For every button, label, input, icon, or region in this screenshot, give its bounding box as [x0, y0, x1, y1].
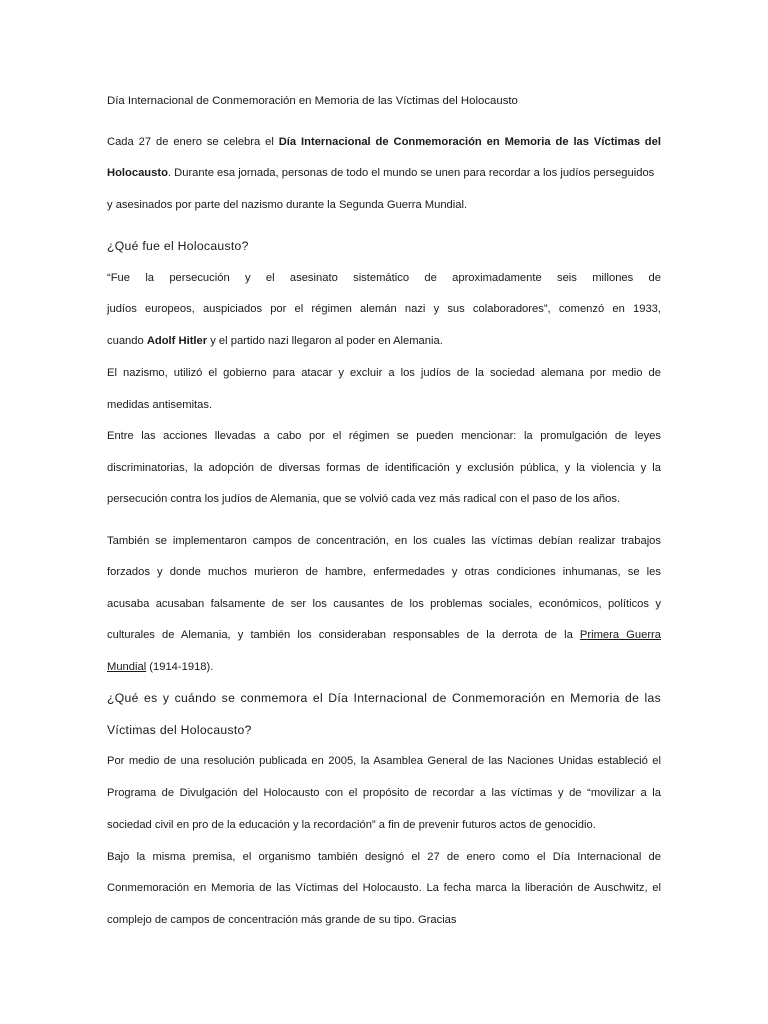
paragraph-campos-line-4: culturales de Alemania, y también los consideraban responsables de la derrota de la Primera Guerra	[107, 629, 662, 641]
paragraph-premisa-line-3: complejo de campos de concentración más grande de su tipo. Gracias	[107, 914, 457, 926]
section-heading-que-es-line-2: Víctimas del Holocausto?	[107, 723, 252, 737]
document-title: Día Internacional de Conmemoración en Memoria de las Víctimas del Holocausto	[107, 95, 518, 107]
paragraph-resolucion-line-3: sociedad civil en pro de la educación y la recordación” a fin de prevenir futuros actos de genocidio.	[107, 819, 596, 831]
paragraph-campos-line-5: Mundial (1914-1918).	[107, 661, 214, 673]
paragraph-campos-line-2: forzados y donde muchos murieron de hambre, enfermedades y otras condiciones inhumanas, se les	[107, 566, 661, 578]
paragraph-acciones-line-2: discriminatorias, la adopción de diversas formas de identificación y exclusión pública, y la violencia y la	[107, 462, 661, 474]
paragraph-premisa-line-1: Bajo la misma premisa, el organismo también designó el 27 de enero como el Día Internacional de	[107, 851, 661, 863]
paragraph-quote-line-1: “Fue la persecución y el asesinato sistemático de aproximadamente seis millones de	[107, 272, 661, 284]
section-heading-que-fue: ¿Qué fue el Holocausto?	[107, 239, 249, 253]
paragraph-campos-line-1: También se implementaron campos de concentración, en los cuales las víctimas debían realizar trabajos	[107, 535, 661, 547]
paragraph-quote-line-2: judíos europeos, auspiciados por el régimen alemán nazi y sus colaboradores”, comenzó en 1933,	[107, 303, 661, 315]
paragraph-nazismo-line-1: El nazismo, utilizó el gobierno para atacar y excluir a los judíos de la sociedad alemana por medio de	[107, 367, 661, 379]
paragraph-intro-line-1: Cada 27 de enero se celebra el Día Internacional de Conmemoración en Memoria de las Víctimas del	[107, 136, 661, 148]
paragraph-premisa-line-2: Conmemoración en Memoria de las Víctimas del Holocausto. La fecha marca la liberación de Auschwitz, el	[107, 882, 661, 894]
document-page	[107, 0, 661, 1024]
link-primera-guerra-mundial[interactable]: Primera Guerra	[579, 629, 662, 641]
paragraph-quote-line-3: cuando Adolf Hitler y el partido nazi llegaron al poder en Alemania.	[107, 335, 443, 347]
paragraph-intro-line-3: y asesinados por parte del nazismo durante la Segunda Guerra Mundial.	[107, 199, 468, 211]
paragraph-acciones-line-1: Entre las acciones llevadas a cabo por el régimen se pueden mencionar: la promulgación de leyes	[107, 430, 661, 442]
section-heading-que-es-line-1: ¿Qué es y cuándo se conmemora el Día Internacional de Conmemoración en Memoria de las	[107, 691, 661, 705]
paragraph-acciones-line-3: persecución contra los judíos de Alemania, que se volvió cada vez más radical con el paso de los años.	[107, 493, 621, 505]
paragraph-resolucion-line-1: Por medio de una resolución publicada en 2005, la Asamblea General de las Naciones Unidas estableció el	[107, 755, 661, 767]
link-mundial[interactable]: Mundial	[107, 661, 147, 673]
paragraph-nazismo-line-2: medidas antisemitas.	[107, 399, 213, 411]
paragraph-campos-line-3: acusaba acusaban falsamente de ser los causantes de los problemas sociales, económicos, políticos y	[107, 598, 661, 610]
paragraph-resolucion-line-2: Programa de Divulgación del Holocausto con el propósito de recordar a las víctimas y de “movilizar a la	[107, 787, 661, 799]
paragraph-intro-line-2: Holocausto. Durante esa jornada, personas de todo el mundo se unen para recordar a los judíos perseguidos	[107, 167, 655, 179]
